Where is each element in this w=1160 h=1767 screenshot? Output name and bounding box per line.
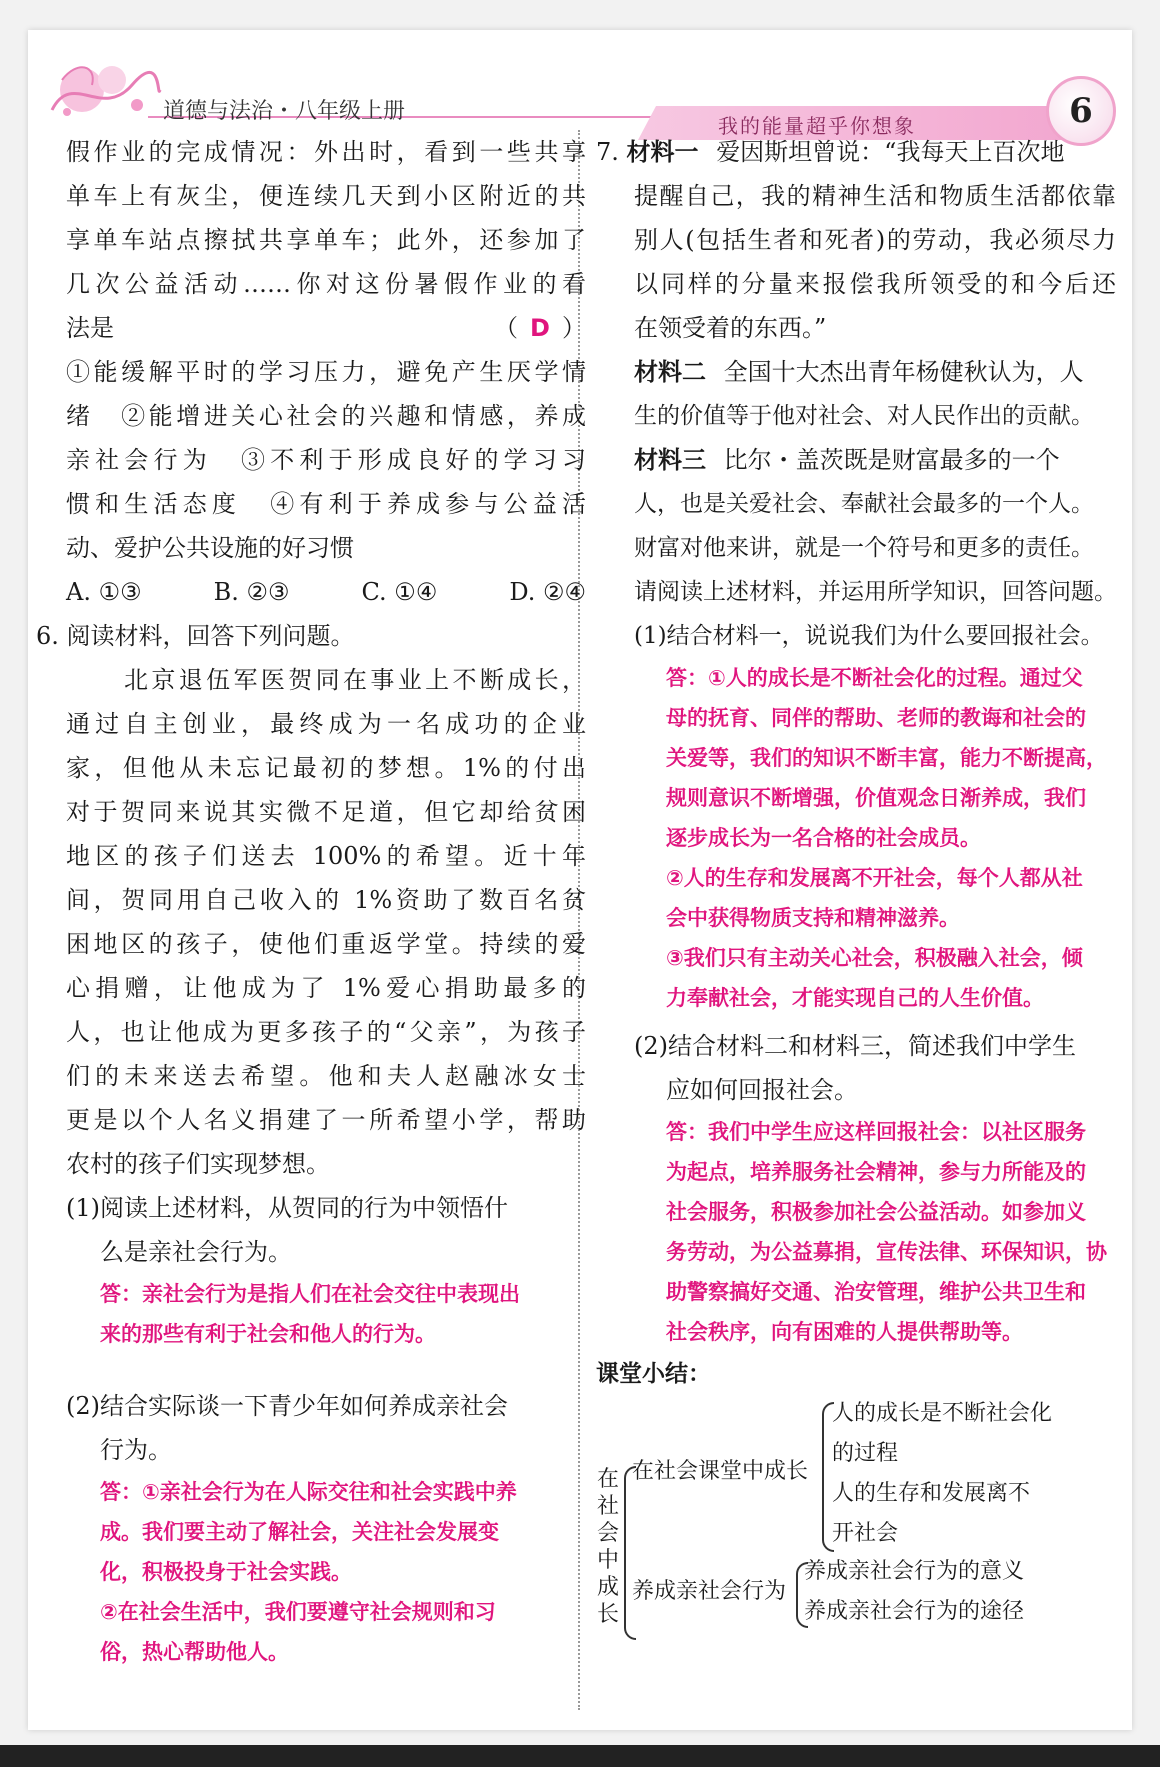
- flower-ornament-icon: [42, 50, 162, 128]
- material-1-first: 爱因斯坦曾说：“我每天上百次地: [716, 138, 1065, 166]
- root-brace: [624, 1466, 636, 1640]
- q6-1-question: (1)阅读上述材料，从贺同的行为中领悟什: [66, 1194, 508, 1222]
- q5-option-line: 绪 ②能增进关心社会的兴趣和情感，养成: [66, 402, 586, 430]
- material-1-line: 提醒自己，我的精神生活和物质生活都依靠: [634, 182, 1116, 210]
- b1-item-1-cont: 的过程: [832, 1441, 899, 1466]
- q7-2-answer: 务劳动，为公益募捐，宣传法律、环保知识，协: [666, 1240, 1107, 1264]
- q5-option-line: 亲社会行为 ③不利于形成良好的学习习: [66, 446, 586, 474]
- q6-material-line: 对于贺同来说其实微不足道，但它却给贫困: [66, 798, 586, 826]
- q7-1-answer: 逐步成长为一名合格的社会成员。: [666, 826, 981, 850]
- page-header: [28, 50, 1132, 138]
- q7-2-answer: 答：我们中学生应这样回报社会：以社区服务: [666, 1120, 1086, 1144]
- q6-stem: 6. 阅读材料，回答下列问题。: [36, 622, 355, 650]
- q6-2-answer: ②在社会生活中，我们要遵守社会规则和习: [100, 1600, 496, 1624]
- q5-answer: D: [530, 314, 550, 342]
- q6-2-answer: 化，积极投身于社会实践。: [100, 1560, 352, 1584]
- b1-item-1: 人的成长是不断社会化: [832, 1401, 1053, 1426]
- choice-d: D. ②④: [509, 578, 586, 606]
- answer-bracket: [494, 306, 586, 350]
- q7-1-answer: 答：①人的成长是不断社会化的过程。通过父: [666, 666, 1083, 690]
- bracket-open: （: [494, 314, 518, 342]
- q6-material-line: 地区的孩子们送去 100%的希望。近十年: [66, 842, 586, 870]
- q6-material-line: 北京退伍军医贺同在事业上不断成长，: [124, 666, 586, 694]
- q7-2-question: 应如何回报社会。: [666, 1076, 858, 1104]
- choice-b: B. ②③: [213, 578, 290, 606]
- summary-diagram: [596, 1396, 1116, 1636]
- summary-root: 在社会中成长: [596, 1467, 619, 1627]
- q5-last-text: 法是: [66, 314, 114, 342]
- q7-1-answer: ②人的生存和发展离不开社会，每个人都从社: [666, 866, 1083, 890]
- q7-2-answer: 社会秩序，向有困难的人提供帮助等。: [666, 1320, 1023, 1344]
- q5-line: 单车上有灰尘，便连续几天到小区附近的共: [66, 182, 586, 210]
- book-title: 道德与法治・八年级上册: [163, 99, 406, 124]
- q7-1-answer: 规则意识不断增强，价值观念日渐养成，我们: [666, 786, 1086, 810]
- motto-text: 我的能量超乎你想象: [718, 114, 916, 138]
- branch-classroom: 在社会课堂中成长: [632, 1459, 809, 1484]
- q7-material-3: [596, 438, 1116, 482]
- material-3-line: 财富对他来讲，就是一个符号和更多的责任。: [634, 535, 1094, 561]
- material-1-line: 在领受着的东西。”: [634, 314, 827, 342]
- q6-material-line: 困地区的孩子，使他们重返学堂。持续的爱: [66, 930, 586, 958]
- answer-space: [66, 1354, 586, 1384]
- q7-1-question: (1)结合材料一，说说我们为什么要回报社会。: [634, 623, 1104, 649]
- material-1-label: 材料一: [626, 138, 699, 166]
- choice-a: A. ①③: [66, 578, 142, 606]
- page-number: 6: [1069, 91, 1093, 131]
- q5-option-line: 惯和生活态度 ④有利于养成参与公益活: [66, 490, 586, 518]
- q6-2-question: 行为。: [100, 1436, 172, 1464]
- summary-title: 课堂小结：: [596, 1361, 711, 1387]
- instruction-line: 请阅读上述材料，并运用所学知识，回答问题。: [634, 579, 1117, 605]
- worksheet-page: [28, 30, 1132, 1730]
- q7-number: 7.: [596, 138, 619, 166]
- right-column: [596, 130, 1116, 1636]
- material-1-line: 以同样的分量来报偿我所领受的和今后还: [634, 270, 1116, 298]
- q5-last-line: [66, 306, 586, 350]
- material-3-label: 材料三: [634, 446, 706, 474]
- branch-prosocial: 养成亲社会行为: [632, 1579, 787, 1604]
- q7-material-1: [596, 130, 1116, 174]
- bottom-bar: [0, 1745, 1160, 1767]
- bracket-close: ）: [562, 314, 586, 342]
- b1-item-2: 人的生存和发展离不: [832, 1481, 1031, 1506]
- q5-line: 几次公益活动……你对这份暑假作业的看: [66, 270, 586, 298]
- q5-line: 假作业的完成情况：外出时，看到一些共享: [66, 138, 586, 166]
- q6-1-question: 么是亲社会行为。: [100, 1238, 292, 1266]
- choice-c: C. ①④: [361, 578, 438, 606]
- q7-2-question: (2)结合材料二和材料三，简述我们中学生: [634, 1032, 1076, 1060]
- q7-2-answer: 为起点，培养服务社会精神，参与力所能及的: [666, 1160, 1086, 1184]
- q6-material-line: 家，但他从未忘记最初的梦想。1%的付出: [66, 754, 586, 782]
- q5-option-line: 动、爱护公共设施的好习惯: [66, 534, 354, 562]
- q6-1-answer: 来的那些有利于社会和他人的行为。: [100, 1322, 436, 1346]
- q6-material-line: 更是以个人名义捐建了一所希望小学，帮助: [66, 1106, 586, 1134]
- q5-line: 享单车站点擦拭共享单车；此外，还参加了: [66, 226, 586, 254]
- left-column: [36, 130, 586, 1672]
- q6-material-line: 间，贺同用自己收入的 1%资助了数百名贫: [66, 886, 586, 914]
- b2-item-2: 养成亲社会行为的途径: [804, 1599, 1025, 1624]
- q6-2-answer: 俗，热心帮助他人。: [100, 1640, 289, 1664]
- q7-2-answer: 助警察搞好交通、治安管理，维护公共卫生和: [666, 1280, 1086, 1304]
- b1-item-2-cont: 开社会: [832, 1521, 899, 1546]
- q7-2-answer: 社会服务，积极参加社会公益活动。如参加义: [666, 1200, 1086, 1224]
- q6-2-answer: 答：①亲社会行为在人际交往和社会实践中养: [100, 1480, 517, 1504]
- q6-2-answer: 成。我们要主动了解社会，关注社会发展变: [100, 1520, 499, 1544]
- b2-item-1: 养成亲社会行为的意义: [804, 1559, 1025, 1584]
- q7-1-answer: 力奉献社会，才能实现自己的人生价值。: [666, 986, 1044, 1010]
- material-3-line: 人，也是关爱社会、奉献社会最多的一个人。: [634, 491, 1094, 517]
- q6-material-line: 农村的孩子们实现梦想。: [66, 1150, 330, 1178]
- q5-choices: [66, 570, 586, 614]
- q6-material-line: 人，也让他成为更多孩子的“父亲”，为孩子: [66, 1018, 586, 1046]
- material-2-line: 生的价值等于他对社会、对人民作出的贡献。: [634, 403, 1094, 429]
- q7-1-answer: 母的抚育、同伴的帮助、老师的教诲和社会的: [666, 706, 1086, 730]
- q7-1-answer: 关爱等，我们的知识不断丰富，能力不断提高，: [666, 746, 1107, 770]
- q6-1-answer: 答：亲社会行为是指人们在社会交往中表现出: [100, 1282, 520, 1306]
- q6-material-line: 们的未来送去希望。他和夫人赵融冰女士: [66, 1062, 586, 1090]
- q7-material-2: [596, 350, 1116, 394]
- material-2-label: 材料二: [634, 358, 706, 386]
- q5-option-line: ①能缓解平时的学习压力，避免产生厌学情: [66, 358, 586, 386]
- q7-1-answer: ③我们只有主动关心社会，积极融入社会，倾: [666, 946, 1083, 970]
- q6-2-question: (2)结合实际谈一下青少年如何养成亲社会: [66, 1392, 508, 1420]
- q7-1-answer: 会中获得物质支持和精神滋养。: [666, 906, 960, 930]
- material-1-line: 别人(包括生者和死者)的劳动，我必须尽力: [634, 226, 1116, 254]
- material-2-first: 全国十大杰出青年杨健秋认为，人: [723, 358, 1084, 386]
- material-3-first: 比尔・盖茨既是财富最多的一个: [723, 446, 1060, 474]
- q6-material-line: 心捐赠，让他成为了 1%爱心捐助最多的: [66, 974, 586, 1002]
- q6-material-line: 通过自主创业，最终成为一名成功的企业: [66, 710, 586, 738]
